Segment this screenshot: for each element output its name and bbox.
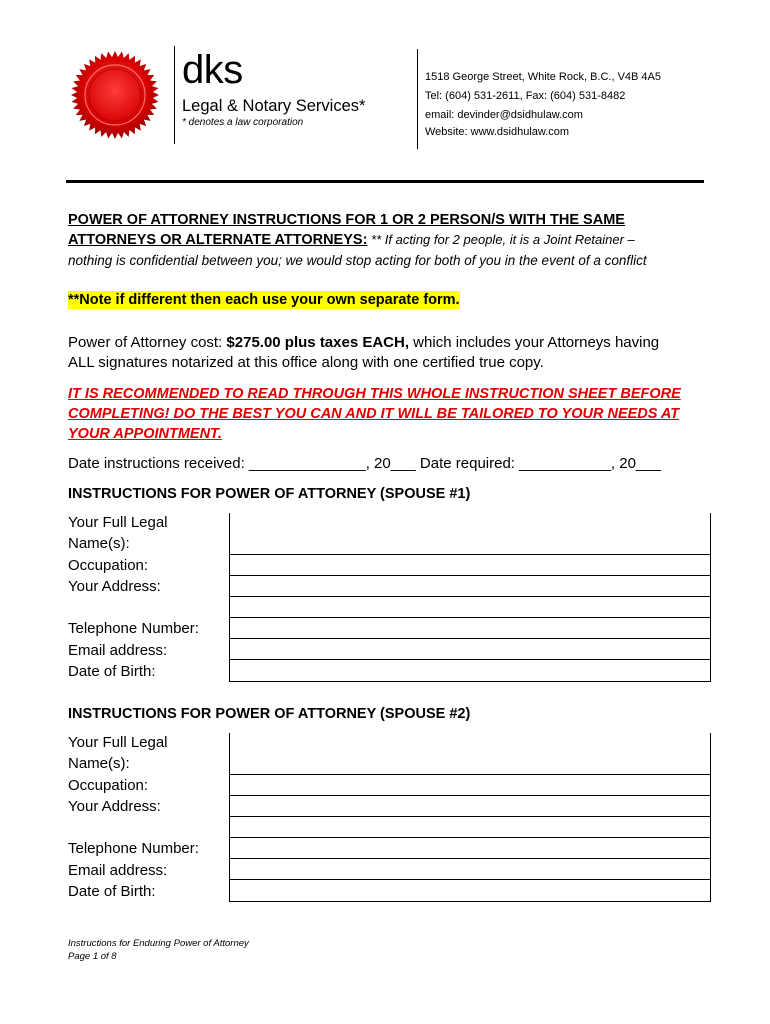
joint-retainer-note: ** If acting for 2 people, it is a Joint Retainer – — [367, 232, 635, 247]
field-dob[interactable] — [230, 660, 710, 682]
spouse1-labels — [68, 512, 199, 682]
brand-subtitle: Legal & Notary Services* — [182, 97, 366, 115]
header-divider-left — [174, 46, 175, 144]
label-address: Your Address: — [68, 577, 161, 595]
label-email: Email address: — [68, 861, 168, 879]
website: Website: www.dsidhulaw.com — [425, 126, 570, 138]
seal-burst — [71, 51, 159, 139]
title-line-2: ATTORNEYS OR ALTERNATE ATTORNEYS: — [68, 232, 368, 248]
label-full-legal: Your Full Legal — [68, 514, 168, 531]
field-occupation[interactable] — [230, 775, 710, 796]
label-dob: Date of Birth: — [68, 663, 156, 681]
label-occupation: Occupation: — [68, 556, 149, 574]
spouse2-fields — [229, 733, 711, 902]
field-email[interactable] — [230, 639, 710, 660]
spouse2-heading: INSTRUCTIONS FOR POWER OF ATTORNEY (SPOUSE #2) — [68, 706, 471, 722]
phone-fax: Tel: (604) 531-2611, Fax: (604) 531-8482 — [425, 90, 626, 102]
cost-suffix: which includes your Attorneys having — [409, 334, 660, 351]
label-email: Email address: — [68, 641, 168, 659]
cost-prefix: Power of Attorney cost: — [68, 334, 227, 351]
spouse1-fields — [229, 513, 711, 682]
email: email: devinder@dsidhulaw.com — [425, 109, 583, 121]
field-occupation[interactable] — [230, 555, 710, 576]
warning-line-2: COMPLETING! DO THE BEST YOU CAN AND IT WILL BE TAILORED TO YOUR NEEDS AT — [68, 406, 680, 422]
field-dob[interactable] — [230, 880, 710, 902]
label-spacer — [68, 817, 199, 838]
cost-line-2: ALL signatures notarized at this office along with one certified true copy. — [68, 354, 544, 371]
separate-form-note — [68, 291, 460, 309]
label-names: Name(s): — [68, 755, 130, 773]
cost-paragraph — [68, 333, 659, 373]
date-fields[interactable]: Date instructions received: ______________, 20___ Date required: ___________, 20___ — [68, 455, 661, 472]
header-rule — [66, 180, 704, 183]
corporation-note: * denotes a law corporation — [182, 117, 304, 128]
field-address-2[interactable] — [230, 817, 710, 838]
field-telephone[interactable] — [230, 838, 710, 859]
label-telephone: Telephone Number: — [68, 620, 199, 638]
recommendation-warning — [68, 384, 681, 444]
brand-name: dks — [182, 48, 243, 92]
spouse1-heading: INSTRUCTIONS FOR POWER OF ATTORNEY (SPOUSE #1) — [68, 486, 471, 502]
highlight-note: **Note if different then each use your own separate form. — [68, 292, 460, 308]
page-title — [68, 210, 635, 250]
label-occupation: Occupation: — [68, 776, 149, 794]
field-full-legal-name[interactable] — [230, 513, 710, 555]
label-dob: Date of Birth: — [68, 883, 156, 901]
address: 1518 George Street, White Rock, B.C., V4B 4A5 — [425, 71, 662, 83]
field-telephone[interactable] — [230, 618, 710, 639]
header-divider-right — [417, 49, 418, 149]
red-seal-logo — [70, 50, 160, 140]
label-spacer — [68, 597, 199, 618]
label-full-legal: Your Full Legal — [68, 734, 168, 751]
field-email[interactable] — [230, 859, 710, 880]
field-address-1[interactable] — [230, 796, 710, 817]
warning-line-3: YOUR APPOINTMENT. — [68, 426, 222, 442]
spouse2-labels — [68, 732, 199, 902]
page-number: Page 1 of 8 — [68, 951, 117, 962]
field-address-1[interactable] — [230, 576, 710, 597]
cost-amount: $275.00 plus taxes EACH, — [226, 334, 410, 351]
conflict-note: nothing is confidential between you; we would stop acting for both of you in the event of a conflict — [68, 253, 647, 268]
field-address-2[interactable] — [230, 597, 710, 618]
label-telephone: Telephone Number: — [68, 840, 199, 858]
label-address: Your Address: — [68, 797, 161, 815]
page-footer — [68, 937, 249, 963]
title-line-1: POWER OF ATTORNEY INSTRUCTIONS FOR 1 OR 2 PERSON/S WITH THE SAME — [68, 212, 625, 228]
warning-line-1: IT IS RECOMMENDED TO READ THROUGH THIS WHOLE INSTRUCTION SHEET BEFORE — [68, 386, 681, 402]
footer-title: Instructions for Enduring Power of Attorney — [68, 938, 249, 949]
field-full-legal-name[interactable] — [230, 733, 710, 775]
label-names: Name(s): — [68, 535, 130, 553]
